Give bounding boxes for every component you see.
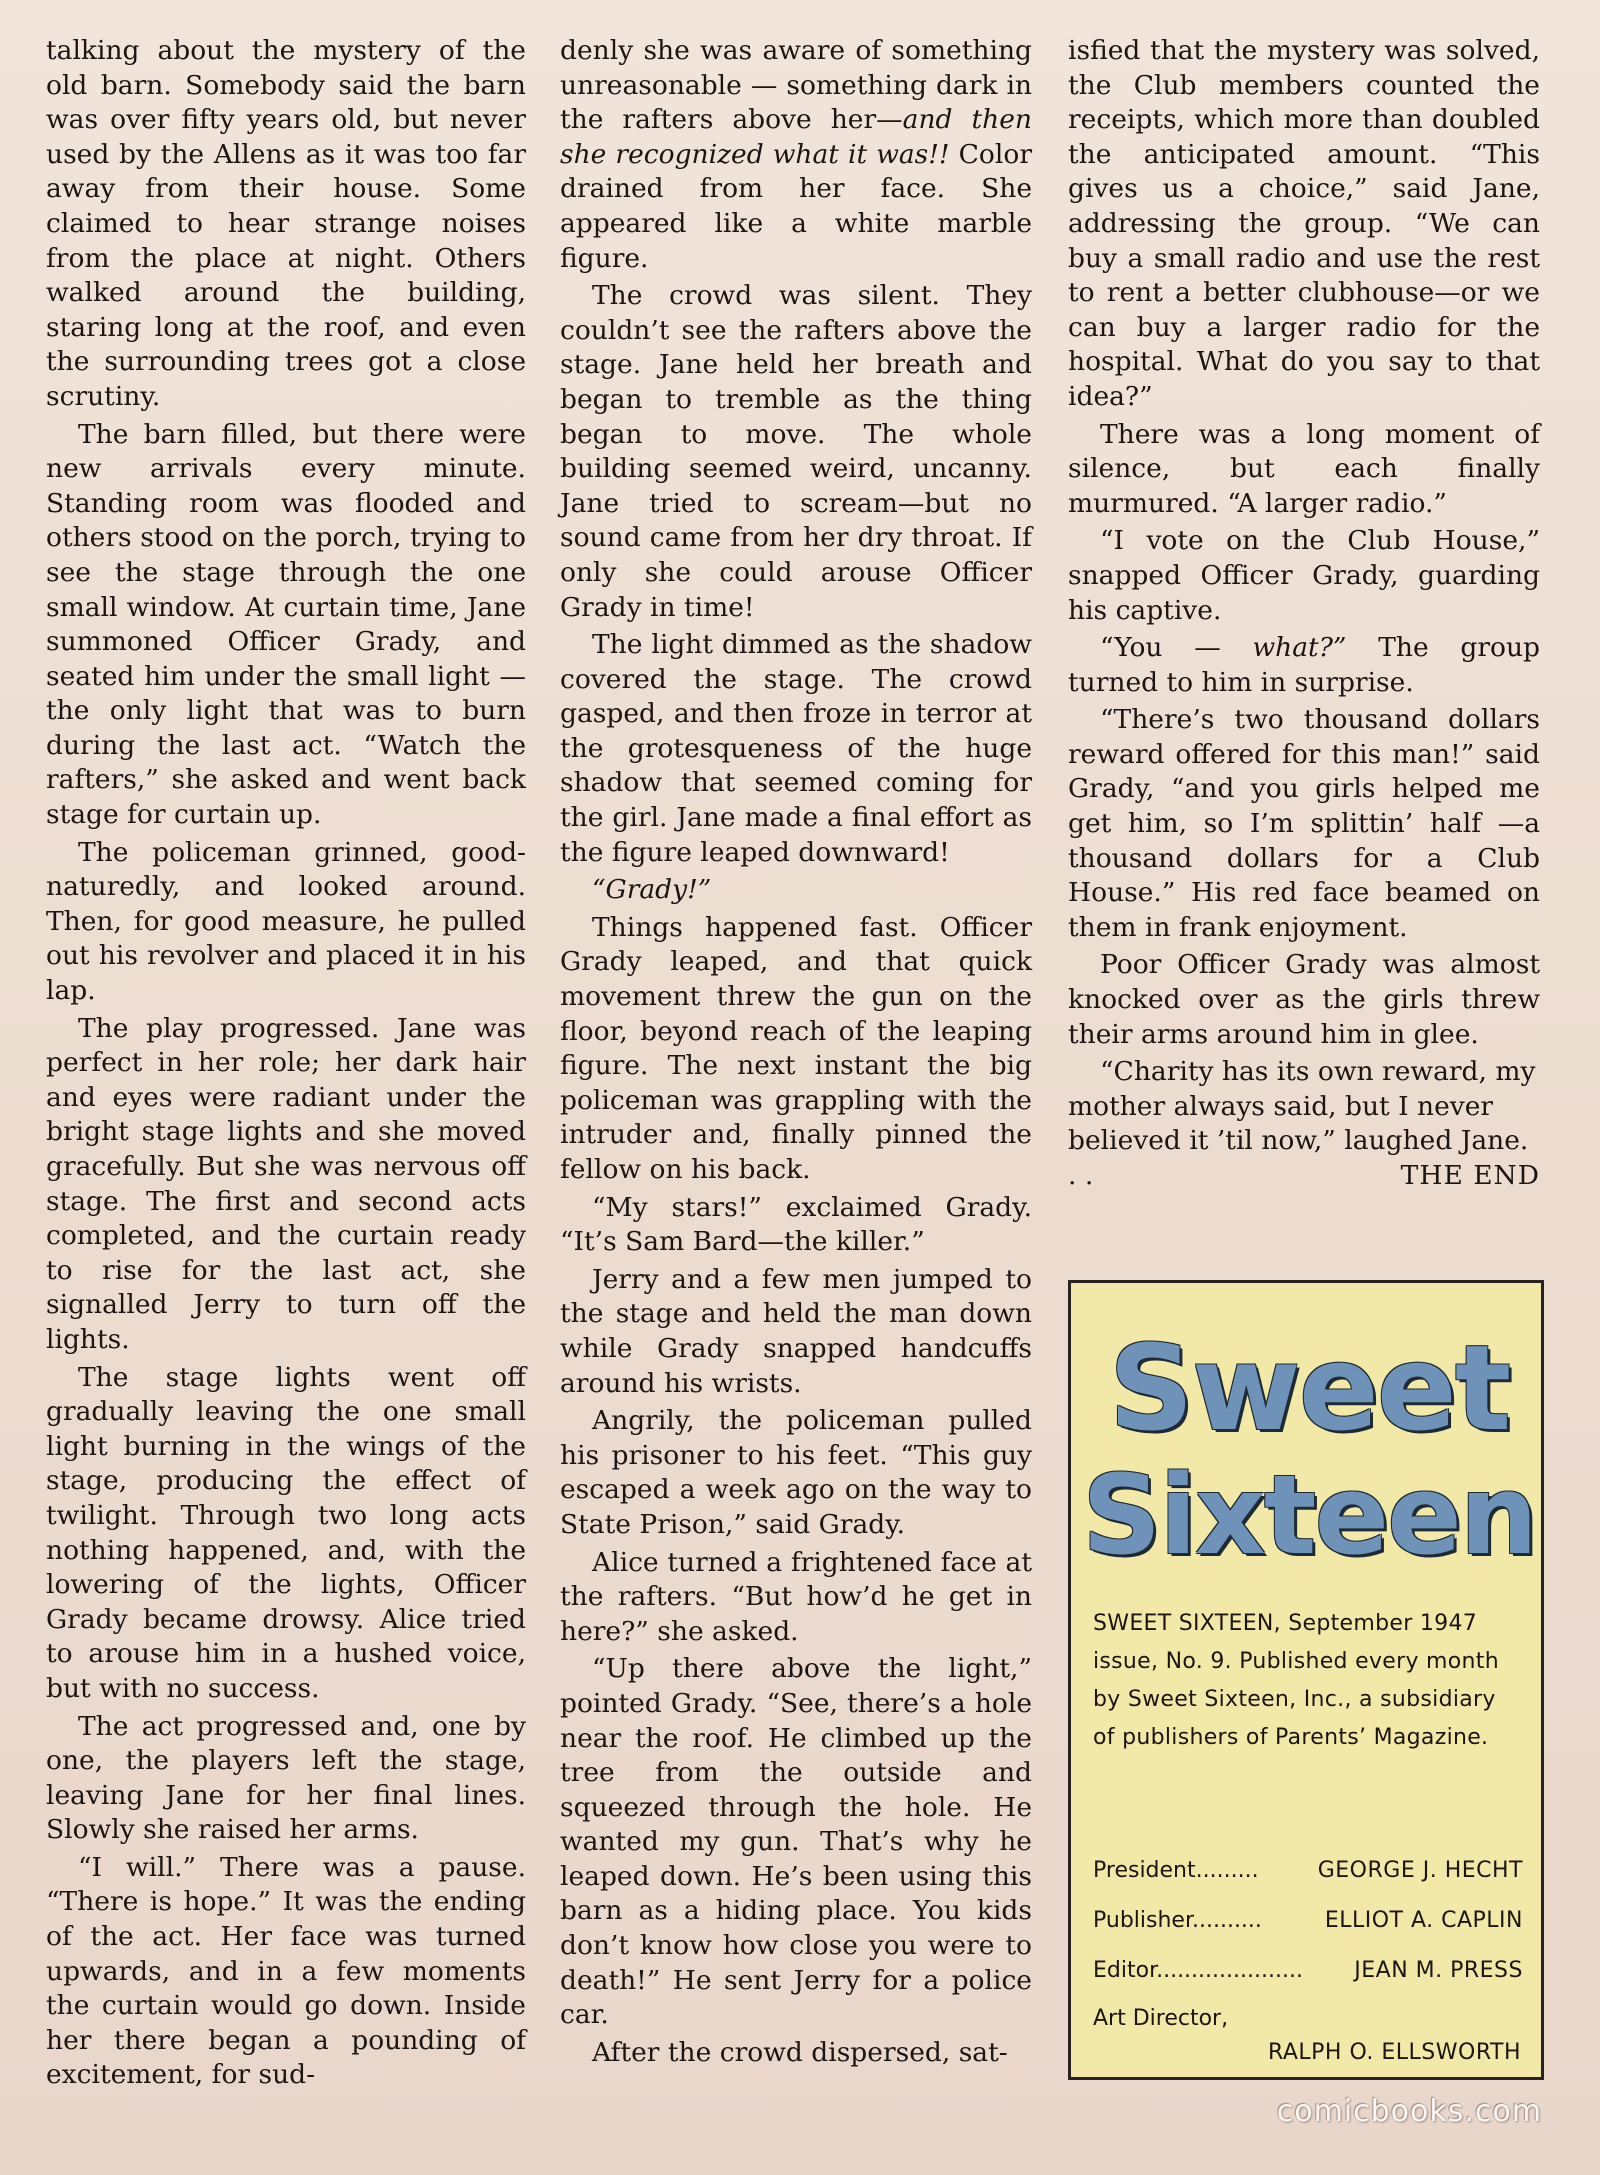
story-text: denly she was aware of something unreasonable — something dark in the rafters above her—	[560, 35, 1032, 136]
story-paragraph	[560, 873, 1032, 908]
story-text: The group turned to him in surprise.	[1068, 632, 1540, 698]
story-paragraph: isfied that the mystery was solved, the Club members counted the receipts, which more than doubled the anticipated amount. “This gives us a choice,” said Jane, addressing the group. “We can buy a small radio and use the rest to rent a better clubhouse—or we can buy a larger radio for the hospital. What do you say to that idea?”	[1068, 35, 1540, 412]
story-column-3	[1068, 34, 1540, 1197]
staff-line-publisher	[1093, 1907, 1523, 1935]
staff-line-editor	[1093, 1957, 1523, 1985]
story-italic-text: what?”	[1252, 632, 1347, 664]
publication-info: SWEET SIXTEEN, September 1947 issue, No. 9. Published every month by Sweet Sixteen, Inc., a subsidiary of publishers of Parents’ Magazine.	[1093, 1611, 1499, 1750]
story-text: Color drained from her face. She appeared like a white marble figure.	[560, 138, 1032, 274]
story-column-1	[46, 34, 526, 2096]
story-column-2	[560, 34, 1032, 2073]
story-paragraph: Jerry and a few men jumped to the stage and held the man down while Grady snapped handcuffs around his wrists.	[560, 1263, 1032, 1399]
story-paragraph: There was a long moment of silence, but each finally murmured. “A larger radio.”	[1068, 418, 1540, 519]
story-paragraph: Angrily, the policeman pulled his prisoner to his feet. “This guy escaped a week ago on the way to State Prison,” said Grady.	[560, 1405, 1032, 1540]
story-paragraph: The stage lights went off gradually leaving the one small light burning in the wings of the stage, producing the effect of twilight. Through two long acts nothing happened, and, with the lowering of the lights, Officer Grady became drowsy. Alice tried to arouse him in a hushed voice, but with no success.	[46, 1361, 526, 1704]
story-paragraph: talking about the mystery of the old barn. Somebody said the barn was over fifty years old, but never used by the Allens as it was too far away from their house. Some claimed to hear strange noises from the place at night. Others walked around the building, staring long at the roof, and even the surrounding trees got a close scrutiny.	[46, 35, 526, 412]
story-paragraph: “Up there above the light,” pointed Grady. “See, there’s a hole near the roof. He climbed up the tree from the outside and squeezed through the hole. He wanted my gun. That’s why he leaped down. He’s been using this barn as a hiding place. You kids don’t know how close you were to death!” He sent Jerry for a police car.	[560, 1653, 1032, 2031]
site-watermark: comicbooks.com	[1276, 2094, 1542, 2129]
staff-role: President.........	[1093, 1858, 1259, 1883]
staff-role: Publisher..........	[1093, 1908, 1262, 1933]
story-paragraph: After the crowd dispersed, sat-	[592, 2036, 1008, 2068]
story-paragraph: Poor Officer Grady was almost knocked over as the girls threw their arms around him in glee.	[1068, 949, 1540, 1050]
staff-line-president	[1093, 1857, 1523, 1885]
magazine-logo-line-1: Sweet	[1108, 1319, 1510, 1457]
staff-name: ELLIOT A. CAPLIN	[1324, 1908, 1523, 1933]
story-paragraph: The crowd was silent. They couldn’t see the rafters above the stage. Jane held her breath and began to tremble as the thing began to move. The whole building seemed weird, uncanny. Jane tried to scream—but no sound came from her dry throat. If only she could arouse Officer Grady in time!	[560, 280, 1032, 623]
story-paragraph: “My stars!” exclaimed Grady. “It’s Sam Bard—the killer.”	[560, 1191, 1032, 1258]
the-end-label: THE END	[1400, 1160, 1540, 1191]
story-italic-text: “Grady!”	[592, 874, 712, 906]
staff-name: RALPH O. ELLSWORTH	[1267, 2040, 1521, 2065]
story-paragraph: The barn filled, but there were new arrivals every minute. Standing room was flooded and others stood on the porch, trying to see the stage through the one small window. At curtain time, Jane summoned Officer Grady, and seated him under the small light —the only light that was to burn during the last act. “Watch the rafters,” she asked and went back stage for curtain up.	[46, 418, 526, 831]
staff-line-art-director	[1093, 2005, 1523, 2069]
story-text: “You —	[1100, 632, 1253, 664]
story-paragraph: “There’s two thousand dollars reward offered for this man!” said Grady, “and you girls helped me get him, so I’m splittin’ half —a thousand dollars for a Club House.” His red face beamed on them in frank enjoyment.	[1068, 704, 1540, 943]
story-italic-text: and then she recognized what it was!!	[560, 104, 1032, 170]
story-paragraph: Alice turned a frightened face at the rafters. “But how’d he get in here?” she asked.	[560, 1546, 1032, 1647]
staff-name: JEAN M. PRESS	[1354, 1958, 1523, 1983]
magazine-logo-line-2: Sixteen	[1082, 1451, 1536, 1579]
story-paragraph: “I will.” There was a pause. “There is hope.” It was the ending of the act. Her face was turned upwards, and in a few moments the curtain would go down. Inside her there began a pounding of excitement, for sud-	[46, 1851, 526, 2091]
staff-name: GEORGE J. HECHT	[1317, 1858, 1523, 1883]
staff-role: Editor.....................	[1093, 1958, 1303, 1983]
story-paragraph: “I vote on the Club House,” snapped Officer Grady, guarding his captive.	[1068, 525, 1540, 626]
story-paragraph: The light dimmed as the shadow covered the stage. The crowd gasped, and then froze in terror at the grotesqueness of the huge shadow that seemed coming for the girl. Jane made a final effort as the figure leaped downward!	[560, 629, 1032, 868]
story-paragraph	[560, 34, 1032, 276]
story-paragraph: The policeman grinned, good-naturedly, and looked around. Then, for good measure, he pulled out his revolver and placed it in his lap.	[46, 836, 526, 1007]
masthead-box	[1068, 1280, 1544, 2080]
staff-role: Art Director,	[1093, 2006, 1229, 2031]
story-paragraph: Things happened fast. Officer Grady leaped, and that quick movement threw the gun on the floor, beyond reach of the leaping figure. The next instant the big policeman was grappling with the intruder and, finally pinned the fellow on his back.	[560, 911, 1032, 1185]
story-paragraph	[1068, 1055, 1540, 1193]
story-paragraph: The play progressed. Jane was perfect in her role; her dark hair and eyes were radiant under the bright stage lights and she moved gracefully. But she was nervous off stage. The first and second acts completed, and the curtain ready to rise for the last act, she signalled Jerry to turn off the lights.	[46, 1012, 526, 1355]
story-paragraph: The act progressed and, one by one, the players left the stage, leaving Jane for her final lines. Slowly she raised her arms.	[46, 1710, 526, 1846]
story-paragraph	[1068, 631, 1540, 700]
story-text: “Charity has its own reward, my mother always said, but I never believed it ’til now,” laughed Jane. . .	[1068, 1056, 1536, 1191]
